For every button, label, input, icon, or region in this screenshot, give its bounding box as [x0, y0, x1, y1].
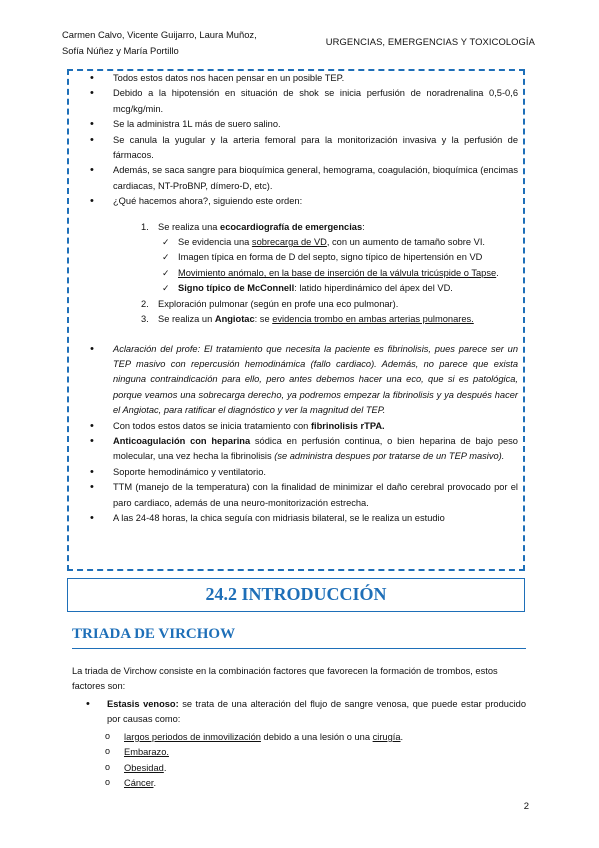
bullet-item	[88, 434, 518, 465]
text: Se realiza una	[158, 221, 221, 232]
bullet-item: • Todos estos datos nos hacen pensar en un posible TEP.	[88, 71, 518, 86]
header-authors	[62, 27, 302, 58]
text: .	[153, 778, 157, 789]
text-underlined: Embarazo.	[124, 747, 169, 758]
text: , con un aumento de tamaño sobre VI.	[326, 237, 486, 248]
bullet-text: ¿Qué hacemos ahora?, siguiendo este orden:	[113, 196, 303, 207]
ordered-list	[113, 220, 518, 328]
subsection-divider	[72, 648, 526, 649]
causes-list	[86, 730, 526, 792]
text-bold: Anticoagulación con heparina	[113, 435, 251, 446]
case-box-content	[88, 71, 518, 526]
text-underlined: evidencia trombo en ambas arterias pulmonares.	[272, 314, 474, 325]
page-number: 2	[523, 801, 529, 812]
text-underlined: largos periodos de inmovilización	[124, 731, 261, 742]
authors-line-1: Carmen Calvo, Vicente Guijarro, Laura Muñoz,	[62, 29, 257, 40]
bullet-item: • TTM (manejo de la temperatura) con la finalidad de minimizar el daño cerebral provocado por el paro cardiaco, además de una neuro-monitorización estrecha.	[88, 480, 518, 511]
section-title-box	[67, 578, 525, 612]
bullet-item: • Se la administra 1L más de suero salino.	[88, 117, 518, 132]
check-item	[158, 266, 518, 281]
cause-item	[86, 730, 526, 745]
cause-item	[86, 761, 526, 776]
bullet-item: • Debido a la hipotensión en situación de shok se inicia perfusión de noradrenalina 0,5-0,6 mcg/kg/min.	[88, 86, 518, 117]
section-title: 24.2 INTRODUCCIÓN	[205, 584, 387, 604]
text: se trata de una alteración del flujo de sangre venosa, que puede estar producido por causas como:	[107, 699, 526, 725]
subsection-title: TRIADA DE VIRCHOW	[72, 626, 236, 642]
text-italic: (se administra despues por tratarse de un TEP masivo).	[274, 451, 505, 462]
bullet-item: • Aclaración del profe: El tratamiento que necesita la paciente es fibrinolisis, pues parece ser un TEP masivo con repercusión hemodinámica (fallo cardiaco). Además, no parece que exista ninguna contraindicación para ello, pero antes debemos hacer una eco, que si es patológica, porque veamos una sobrecarga derecho, ya podremos empezar la fibrinolisis y ya después hacer el Angiotac, para ratificar el diagnóstico y ver la magnitud del TEP.	[88, 342, 518, 419]
text-bold: fibrinolisis rTPA.	[310, 420, 385, 431]
text: Se realiza un	[158, 314, 215, 325]
text-bold: Signo típico de McConnell	[178, 283, 295, 294]
check-item	[158, 281, 518, 296]
bullet-item: • Además, se saca sangre para bioquímica general, hemograma, coagulación, bioquímica (encimas cardiacas, NT-ProBNP, dímero-D, etc).	[88, 163, 518, 194]
header-course: URGENCIAS, EMERGENCIAS Y TOXICOLOGÍA	[325, 36, 535, 47]
check-item: ✓ Imagen típica en forma de D del septo, signo típico de hipertensión en VD	[158, 250, 518, 265]
bullet-item: • Se canula la yugular y la arteria femoral para la monitorización invasiva y la perfusión de fármacos.	[88, 133, 518, 164]
text-bold: Angiotac	[214, 314, 255, 325]
ordered-item	[113, 312, 518, 327]
text: Se evidencia una	[178, 237, 252, 248]
ordered-item	[113, 220, 518, 297]
text: sódica en perfusión continua, o bien heparina de bajo peso molecular, una vez hecha la fibrinolisis	[113, 435, 518, 462]
text-underlined: Movimiento anómalo, en la base de inserción de la válvula tricúspide o Tapse	[178, 267, 497, 278]
text-bold: ecocardiografía de emergencias	[220, 221, 363, 232]
estasis-text	[86, 697, 526, 728]
text-underlined: Cáncer	[124, 778, 154, 789]
text: : latido hiperdinámico del ápex del VD.	[294, 283, 453, 294]
bullet-item: • Soporte hemodinámico y ventilatorio.	[88, 465, 518, 480]
item-number: 1.	[141, 221, 149, 232]
check-item	[158, 235, 518, 250]
item-number: 3.	[141, 314, 149, 325]
text-underlined: cirugía	[372, 731, 401, 742]
cause-item	[86, 776, 526, 791]
cause-item	[86, 745, 526, 760]
estasis-item	[86, 697, 526, 791]
text: debido a una lesión o una	[260, 731, 373, 742]
authors-line-2: Sofía Núñez y María Portillo	[62, 44, 179, 56]
text: Con todos estos datos se inicia tratamiento con	[113, 420, 311, 431]
text: : se	[254, 314, 273, 325]
text: .	[496, 267, 499, 278]
ordered-item	[113, 297, 518, 312]
bullet-item	[88, 419, 518, 434]
bullet-item: • A las 24-48 horas, la chica seguía con midriasis bilateral, se le realiza un estudio	[88, 511, 518, 526]
text-underlined: sobrecarga de VD	[251, 237, 327, 248]
text: .	[163, 762, 167, 773]
bullet-item	[88, 194, 518, 327]
text: .	[400, 731, 404, 742]
text-bold: Estasis venoso:	[107, 699, 179, 709]
text-underlined: Obesidad	[124, 762, 164, 773]
item-number: 2.	[141, 298, 149, 309]
check-list	[158, 235, 518, 297]
intro-paragraph: La triada de Virchow consiste en la combinación factores que favorecen la formación de trombos, estos factores son:	[72, 666, 498, 692]
text: Exploración pulmonar (según en profe una eco pulmonar).	[158, 298, 399, 309]
bullet-dot: •	[86, 698, 90, 710]
text: :	[362, 221, 365, 232]
